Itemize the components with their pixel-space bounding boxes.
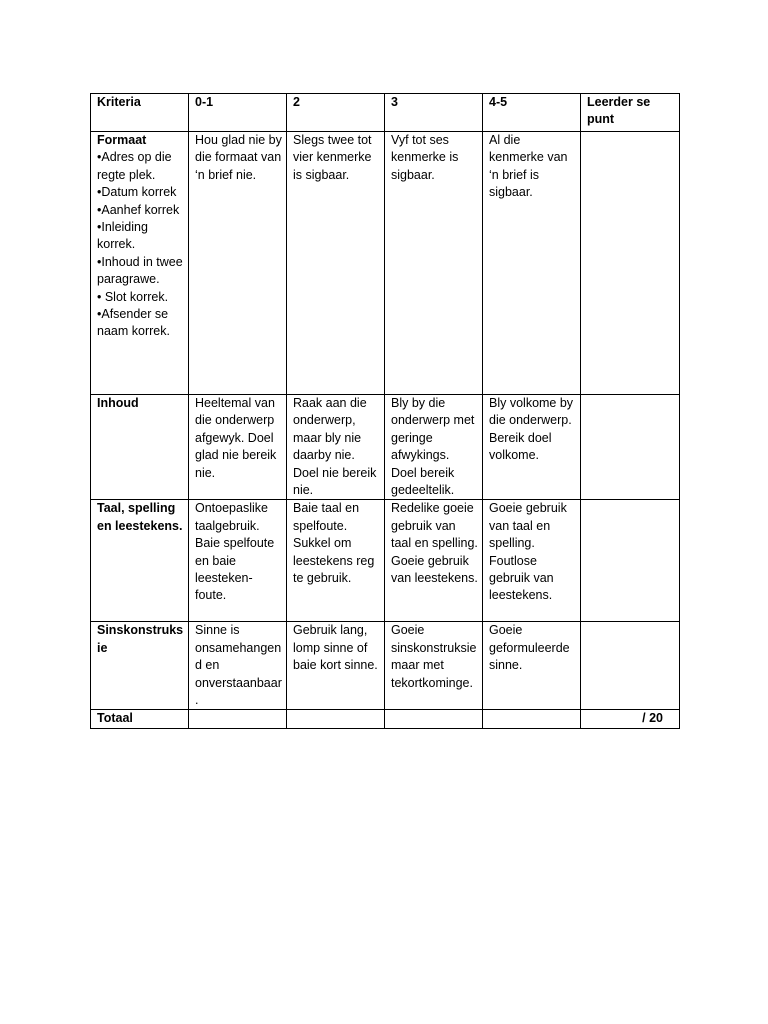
level-cell: Goeie gebruik van taal en spelling. Foutlose gebruik van leestekens. [483, 500, 581, 622]
header-level-4-5: 4-5 [483, 94, 581, 132]
total-label: Totaal [91, 710, 189, 729]
level-cell: Raak aan die onderwerp, maar bly nie daarby nie. Doel nie bereik nie. [287, 395, 385, 500]
criterion-bullet: •Inleiding korrek. [97, 220, 148, 252]
criterion-bullet: •Datum korrek [97, 185, 177, 200]
table-row-formaat [91, 132, 680, 395]
level-cell: Goeie sinskonstruksie maar met tekortkominge. [385, 622, 483, 710]
level-cell: Baie taal en spelfoute. Sukkel om leestekens reg te gebruik. [287, 500, 385, 622]
table-row-sinskonstruksie [91, 622, 680, 710]
empty-cell [483, 710, 581, 729]
header-level-3: 3 [385, 94, 483, 132]
table-row-inhoud [91, 395, 680, 500]
score-cell[interactable] [581, 132, 680, 395]
level-cell: Bly by die onderwerp met geringe afwykings. Doel bereik gedeeltelik. [385, 395, 483, 500]
table-row-taal [91, 500, 680, 622]
empty-cell [287, 710, 385, 729]
criterion-bullet: •Afsender se naam korrek. [97, 307, 170, 339]
score-cell[interactable] [581, 622, 680, 710]
score-cell[interactable] [581, 395, 680, 500]
criterion-cell-formaat [91, 132, 189, 395]
header-leerder-punt: Leerder se punt [581, 94, 680, 132]
level-cell: Al die kenmerke van ‘n brief is sigbaar. [483, 132, 581, 395]
criterion-bullet: •Adres op die regte plek. [97, 150, 172, 182]
level-cell: Slegs twee tot vier kenmerke is sigbaar. [287, 132, 385, 395]
criterion-title: Inhoud [91, 395, 189, 500]
level-cell: Vyf tot ses kenmerke is sigbaar. [385, 132, 483, 395]
table-header-row [91, 94, 680, 132]
rubric-table [90, 93, 680, 729]
empty-cell [189, 710, 287, 729]
level-cell: Goeie geformuleerde sinne. [483, 622, 581, 710]
level-cell: Gebruik lang, lomp sinne of baie kort sinne. [287, 622, 385, 710]
level-cell: Sinne is onsamehangend en onverstaanbaar. [189, 622, 287, 710]
empty-cell [385, 710, 483, 729]
table-row-totaal [91, 710, 680, 729]
criterion-title: Sinskonstruksie [91, 622, 189, 710]
header-level-0-1: 0-1 [189, 94, 287, 132]
level-cell: Heeltemal van die onderwerp afgewyk. Doel glad nie bereik nie. [189, 395, 287, 500]
criterion-bullet: • Slot korrek. [97, 289, 169, 304]
level-cell: Ontoepaslike taalgebruik. Baie spelfoute en baie leesteken-foute. [189, 500, 287, 622]
level-cell: Bly volkome by die onderwerp. Bereik doel volkome. [483, 395, 581, 500]
header-level-2: 2 [287, 94, 385, 132]
criterion-bullet: •Aanhef korrek [97, 202, 180, 217]
score-cell[interactable] [581, 500, 680, 622]
total-score[interactable]: / 20 [581, 710, 680, 729]
criterion-title: Taal, spelling en leestekens. [91, 500, 189, 622]
level-cell: Redelike goeie gebruik van taal en spelling. Goeie gebruik van leestekens. [385, 500, 483, 622]
criterion-title: Formaat [97, 133, 147, 147]
criterion-bullet: •Inhoud in twee paragrawe. [97, 254, 183, 287]
level-cell: Hou glad nie by die formaat van ‘n brief nie. [189, 132, 287, 395]
header-kriteria: Kriteria [91, 94, 189, 132]
